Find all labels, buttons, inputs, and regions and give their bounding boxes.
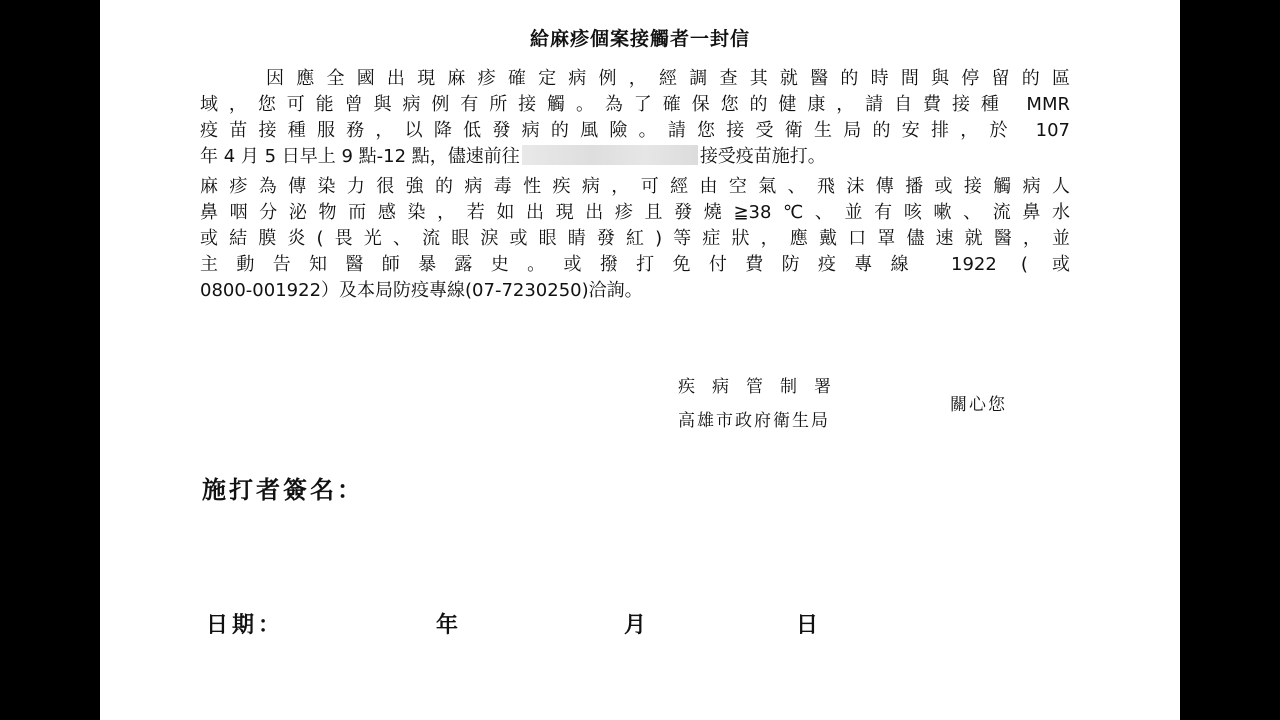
paragraph-line: 疫苗接種服務，以降低發病的風險。請您接受衛生局的安排，於 107	[200, 120, 1070, 141]
date-day-label: 日	[796, 613, 819, 638]
paragraph-line: 0800-001922）及本局防疫專線(07-7230250)洽詢。	[200, 280, 643, 301]
date-year-label: 年	[436, 613, 459, 638]
paragraph-line	[200, 144, 1070, 170]
signature-closing: 關心您	[950, 395, 1007, 415]
paragraph-line: 麻疹為傳染力很強的病毒性疾病，可經由空氣、飛沫傳播或接觸病人	[200, 176, 1070, 197]
signer-signature-label: 施打者簽名：	[202, 476, 364, 504]
line-text-before-redaction: 年 4 月 5 日早上 9 點-12 點，儘速前往	[200, 146, 520, 167]
paragraph-line: 因應全國出現麻疹確定病例，經調查其就醫的時間與停留的區	[266, 68, 1070, 89]
line-text-after-redaction: 接受疫苗施打。	[699, 146, 826, 167]
paragraph-symptoms	[200, 174, 1070, 304]
document-page	[100, 0, 1180, 720]
letter-title: 給麻疹個案接觸者一封信	[529, 28, 750, 50]
paragraph-notice	[200, 66, 1070, 170]
paragraph-line: 或結膜炎(畏光、流眼淚或眼睛發紅)等症狀，應戴口罩儘速就醫，並	[200, 228, 1070, 249]
date-label: 日期：	[206, 613, 285, 638]
date-month-label: 月	[624, 613, 647, 638]
paragraph-line: 主動告知醫師暴露史。或撥打免付費防疫專線 1922 ( 或	[200, 254, 1070, 275]
signature-org-health-bureau: 高雄市政府衛生局	[678, 411, 830, 431]
paragraph-line: 域，您可能曾與病例有所接觸。為了確保您的健康，請自費接種 MMR	[200, 94, 1070, 115]
redacted-location-block	[522, 145, 698, 165]
signature-org-cdc: 疾病管制署	[678, 377, 848, 397]
paragraph-line: 鼻咽分泌物而感染，若如出現出疹且發燒≧38℃、並有咳嗽、流鼻水	[200, 202, 1070, 223]
